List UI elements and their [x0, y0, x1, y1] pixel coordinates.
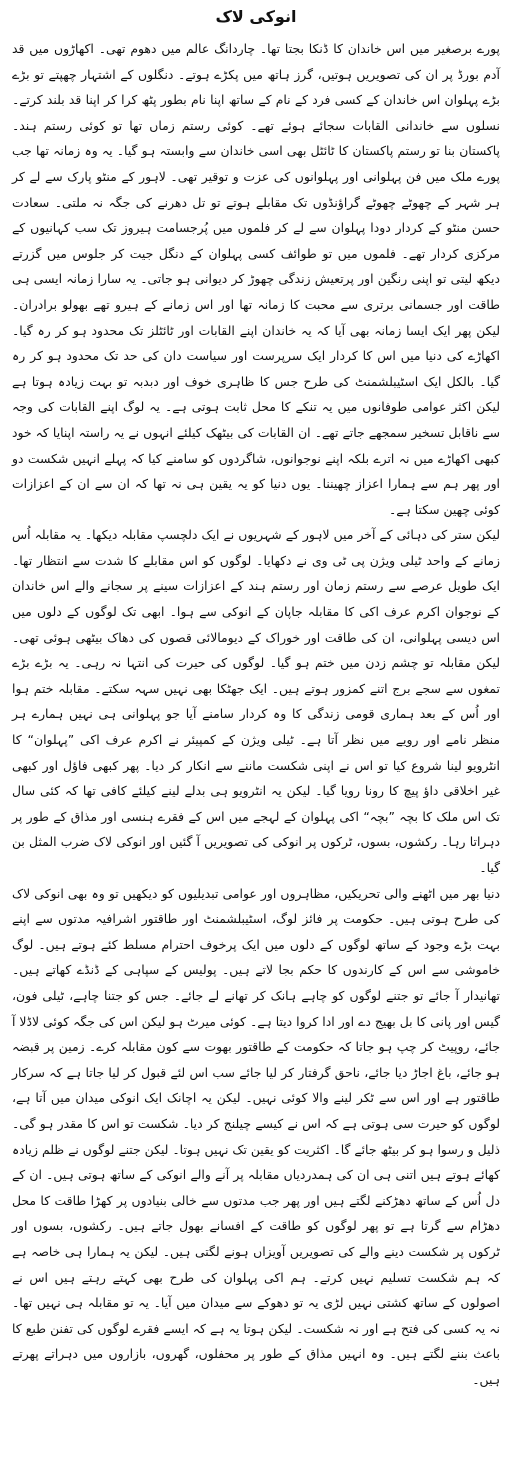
article-title: انوکی لاک — [215, 7, 297, 26]
article-paragraph-2: لیکن ستر کی دہائی کے آخر میں لاہور کے شہریوں نے ایک دلچسپ مقابلہ دیکھا۔ یہ مقابلہ اُس زمانے کے واحد ٹیلی ویژن پی ٹی وی نے دکھایا۔ لوگوں کو اس مقابلے کا شدت سے انتظار تھا۔ ایک طویل عرصے سے رستم زمان اور رستم ہند کے اعزازات سینے پر سجانے والے اس خاندان کے نوجوان اکرم عرف اکی کا مقابلہ جاپان کے انوکی سے ہوا۔ ابھی تک لوگوں کے دلوں میں اس دیسی پہلوانی، ان کی طاقت اور خوراک کے دیومالائی قصوں کی دھاک بیٹھی ہوئی تھی۔ لیکن مقابلہ تو چشم زدن میں ختم ہو گیا۔ لوگوں کی حیرت کی انتہا نہ رہی۔ یہ بڑے بڑے تمغوں سے سجے برج اتنے کمزور ہوتے ہیں۔ ایک جھٹکا بھی نہیں سہہ سکتے۔ مقابلہ ختم ہوا اور اُس کے بعد ہماری قومی زندگی کا وہ کردار سامنے آیا جو پہلوانی ہی نہیں ہمارے ہر منظر نامے اور رویے میں نظر آتا ہے۔ ٹیلی ویژن کے کمپیئر نے اکرم عرف اکی ”پہلوان“ کا انٹرویو لینا شروع کیا تو اس نے اپنی شکست ماننے سے انکار کر دیا۔ پھر کبھی فاؤل اور کبھی غیر اخلاقی داؤ پیچ کا رونا رویا گیا۔ لیکن یہ انٹرویو ہی بدلے لینے کیلئے کافی تھا کہ کئی سال تک اس ملک کا بچہ ”بچہ“ اکی پہلوان کے لہجے میں اس کے فقرے ہنسی اور مذاق کے طور پر دہراتا رہا۔ رکشوں، بسوں، ٹرکوں پر انوکی کی تصویریں آ گئیں اور انوکی لاک ضرب المثل بن گیا۔ — [12, 527, 500, 875]
article-body — [12, 36, 500, 1392]
article-paragraph-3: دنیا بھر میں اٹھنے والی تحریکیں، مظاہروں اور عوامی تبدیلیوں کو دیکھیں تو وہ بھی انوکی لاک کی طرح ہوتی ہیں۔ حکومت پر فائز لوگ، اسٹیبلشمنٹ اور طاقتور اشرافیہ مدتوں سے اپنے بہت بڑے وجود کے ساتھ لوگوں کے دلوں میں ایک پرخوف احترام مسلط کئے ہوتے ہیں۔ لوگ خاموشی سے اس کے کارندوں کا حکم بجا لاتے ہیں۔ پولیس کے سپاہی کے ڈنڈے کھاتے ہیں۔ تھانیدار آ جائے تو جتنے لوگوں کو چاہے ہانک کر تھانے لے جائے۔ جس کو جتنا چاہے، ٹیلی فون، گیس اور پانی کا بل بھیج دے اور ادا کروا دیتا ہے۔ کوئی میرٹ ہو لیکن اس کی جگہ کوئی لاڈلا آ جائے، روپیٹ کر چپ ہو جاتا کہ حکومت کے طاقتور بھوت سے کون مقابلہ کرے۔ زمین پر قبضہ ہو جائے، باغ اجاڑ دیا جائے، ناحق گرفتار کر لیا جائے سب اس لئے قبول کر لیا جاتا ہے کہ سرکار طاقتور ہے اور اس سے ٹکر لینے والا کوئی نہیں۔ لیکن یہ اچانک ایک انوکی میدان میں آتا ہے، لوگوں کو حیرت سی ہوتی ہے کہ اس نے کیسے چیلنج کر دیا۔ شکست تو اس کا مقدر ہو گی۔ ذلیل و رسوا ہو کر بیٹھ جائے گا۔ اکثریت کو یقین تک نہیں ہوتا۔ لیکن جتنے لوگوں نے ظلم زیادہ کھائے ہوتے ہیں اتنی ہی ان کی ہمدردیاں مقابلہ پر آنے والے انوکی کے ساتھ ہوتی ہیں۔ ان کے دل اُس کے ساتھ دھڑکنے لگتے ہیں اور پھر جب مدتوں سے خالی بنیادوں پر کھڑا طاقت کا محل دھڑام سے گرتا ہے تو پھر لوگوں کو طاقت کے افسانے بھول جاتے ہیں۔ رکشوں، بسوں اور ٹرکوں پر شکست دینے والے کی تصویریں آویزاں ہونے لگتی ہیں۔ لیکن یہ ہمارا ہی خاصہ ہے کہ ہم شکست تسلیم نہیں کرتے۔ ہم اکی پہلوان کی طرح بھی کہتے رہتے ہیں اس نے اصولوں کے ساتھ کشتی نہیں لڑی یہ تو دھوکے سے میدان میں آیا۔ یہ تو مقابلہ ہی نہیں تھا۔ نہ یہ کسی کی فتح ہے اور نہ شکست۔ لیکن ہوتا یہ ہے کہ ایسے فقرے لوگوں کی تفنن طبع کا باعث بننے لگتے ہیں۔ وہ انہیں مذاق کے طور پر محفلوں، گھروں، بازاروں میں دہراتے پھرتے ہیں۔ — [12, 885, 500, 1387]
article-paragraph-1: پورے برصغیر میں اس خاندان کا ڈنکا بجتا تھا۔ چاردانگ عالم میں دھوم تھی۔ اکھاڑوں میں قد آدم بورڈ پر ان کی تصویریں ہوتیں، گرز ہاتھ میں پکڑے ہوتے۔ دنگلوں کے اشتہار چھپتے تو بڑے بڑے پہلوان اس خاندان کے کسی فرد کے نام کے ساتھ اپنا نام بطور پٹھ کرا کر اپنا قد بلند کرتے۔ نسلوں سے خاندانی القابات سجائے ہوئے تھے۔ کوئی رستم زماں تھا تو کوئی رستم ہند۔ پاکستان بنا تو رستم پاکستان کا ٹائٹل بھی اسی خاندان سے وابستہ ہو گیا۔ یہ وہ زمانہ تھا جب پورے ملک میں فن پہلوانی اور پہلوانوں کی عزت و توقیر تھی۔ لاہور کے منٹو پارک سے لے کر ہر شہر کے چھوٹے چھوٹے گراؤنڈوں تک مقابلے ہوتے تو تل دھرنے کی جگہ نہ ملتی۔ سعادت حسن منٹو کے کردار دودا پہلوان سے لے کر فلموں میں پُرجسامت ہیروز تک سب کہانیوں کے مرکزی کردار تھے۔ فلموں میں تو طوائف کسی پہلوان کے دنگل جیت کر جلوس میں گزرتے دیکھ لیتی تو اپنی رنگین اور پرتعیش زندگی چھوڑ کر دیوانی ہو جاتی۔ یہ سارا زمانہ ایسی ہی طاقت اور جسمانی برتری سے محبت کا زمانہ تھا اور اس زمانے کے ہیرو تھے بھولو برادران۔ لیکن پھر ایک ایسا زمانہ بھی آیا کہ یہ خاندان اپنے القابات اور ٹائٹلز تک محدود ہو کر رہ گیا۔ اکھاڑے کی دنیا میں اس کا کردار ایک سرپرست اور سیاست دان کی حد تک محدود ہو کر رہ گیا۔ بالکل ایک اسٹیبلشمنٹ کی طرح جس کا ظاہری خوف اور دبدبہ تو بہت زیادہ ہوتا ہے لیکن اکثر عوامی طوفانوں میں یہ تنکے کا محل ثابت ہوتی ہے۔ یہ لوگ اپنے القابات کی وجہ سے ناقابل تسخیر سمجھے جاتے تھے۔ ان القابات کی بیٹھک کیلئے انہوں نے یہ راستہ اپنایا کہ خود کبھی اکھاڑے میں نہ اترے بلکہ اپنے نوجوانوں، شاگردوں کو سامنے کیا کہ پہلے انہیں شکست دو اور پھر ہم سے ہمارا اعزاز چھیننا۔ یوں دنیا کو یہ یقین ہی نہ تھا کہ ان سے ان کے اعزازات کوئی چھین سکتا ہے۔ — [12, 41, 500, 517]
